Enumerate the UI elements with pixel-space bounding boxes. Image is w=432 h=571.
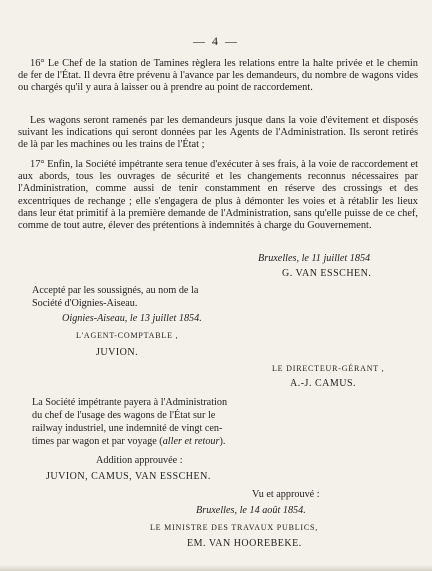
indemnity-line1: La Société impétrante payera à l'Administration — [32, 397, 228, 408]
approval-date: 14 août 1854. — [249, 505, 306, 516]
indemnity-line4-suffix: ). — [219, 436, 226, 447]
paragraph-wagons: Les wagons seront ramenés par les demandeurs jusque dans la voie d'évitement et disposés suivant les indications qui seront données par les Agents de l'Administration. Ils seront retirés de là par les machines ou les trains de l'État ; — [18, 115, 418, 151]
indemnity-line4 — [32, 436, 225, 447]
accepted-date: 13 juillet 1854. — [139, 313, 202, 324]
paragraph-17: 17° Enfin, la Société impétrante sera tenue d'exécuter à ses frais, à la voie de raccordement et aux abords, tous les ouvrages de sécurité et les changements reconnus nécessaires par l'Administration, comme aussi de tenir constamment en réserve des crossings et des excentriques de rechange ; elle s'engagera de plus à démonter les voies et à rétablir les lieux dans leur état primitif à la première demande de l'Administration, sans qu'elle puisse de ce chef, comme de tout autre, élever des prétentions à indemnités à charge du Gouvernement. — [18, 159, 418, 232]
addition-names: JUVION, CAMUS, VAN ESSCHEN. — [46, 471, 211, 482]
accepted-line1: Accepté par les soussignés, au nom de la — [32, 285, 199, 296]
approval-place-date — [196, 505, 306, 516]
paragraph-16: 16° Le Chef de la station de Tamines règlera les relations entre la halte privée et le chemin de fer de l'État. Il devra être prévenu à l'avance par les demandeurs, du nombre de wagons vides ou chargés qu'il y aura à laisser ou à prendre au point de raccordement. — [18, 58, 418, 94]
indemnity-line4-prefix: times par wagon et par voyage ( — [32, 436, 163, 447]
addition-label: Addition approuvée : — [96, 455, 183, 466]
accepted-place-prefix: Oignies-Aiseau, le — [62, 313, 140, 324]
approval-label: Vu et approuvé : — [252, 489, 320, 500]
accepted-title: L'AGENT-COMPTABLE , — [76, 331, 179, 340]
indemnity-line4-emph: aller et retour — [162, 436, 220, 447]
director-name: A.-J. CAMUS. — [290, 378, 357, 389]
accepted-place-date — [62, 313, 202, 324]
accepted-line2: Société d'Oignies-Aiseau. — [32, 298, 138, 309]
article-16 — [18, 58, 418, 95]
director-title: LE DIRECTEUR-GÉRANT , — [272, 364, 385, 373]
accepted-name: JUVION. — [96, 347, 139, 358]
approval-name: EM. VAN HOOREBEKE. — [187, 538, 302, 549]
page-number: — 4 — — [193, 34, 239, 48]
sig1-place-prefix: Bruxelles, le — [258, 253, 312, 264]
sig1-place-date — [258, 253, 370, 264]
sig1-date: 11 juillet 1854 — [311, 253, 371, 264]
approval-place-prefix: Bruxelles, le — [196, 505, 250, 516]
wagons-paragraph — [18, 115, 418, 152]
indemnity-line3: railway industriel, une indemnité de vingt cen- — [32, 423, 223, 434]
indemnity-line2: du chef de l'usage des wagons de l'État sur le — [32, 410, 216, 421]
sig1-name: G. VAN ESSCHEN. — [282, 268, 372, 279]
page-edge-shadow — [0, 565, 432, 571]
approval-title: LE MINISTRE DES TRAVAUX PUBLICS, — [150, 523, 319, 532]
article-17 — [18, 159, 418, 232]
